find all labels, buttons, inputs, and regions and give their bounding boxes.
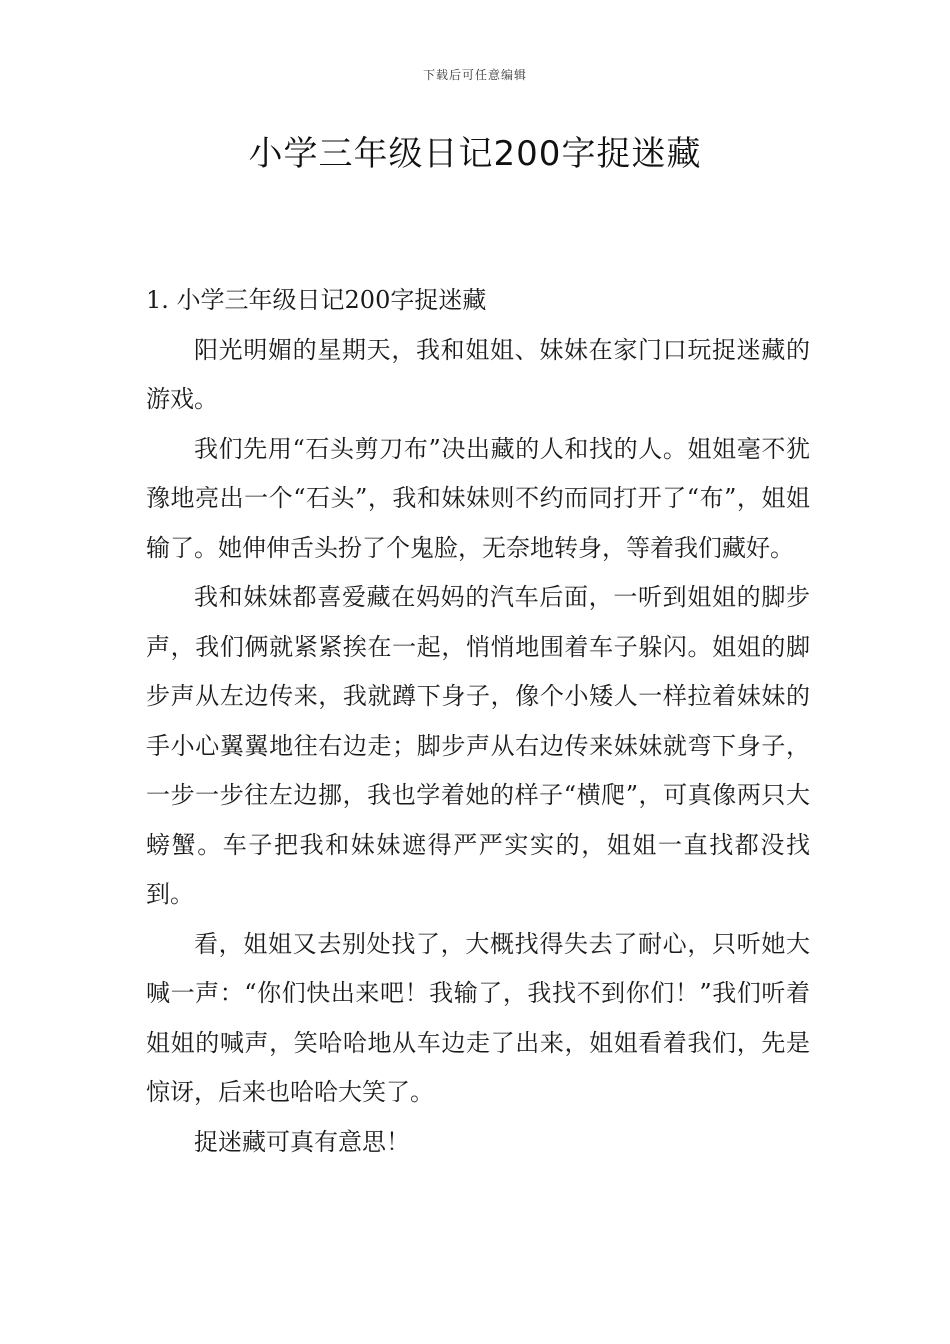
section-heading: 1. 小学三年级日记200字捉迷藏 [146, 286, 487, 314]
paragraph-1: 阳光明媚的星期天，我和姐姐、妹妹在家门口玩捉迷藏的游戏。 [146, 335, 810, 413]
document-body [146, 276, 810, 1167]
header-note: 下载后可任意编辑 [422, 68, 527, 82]
paragraph-5: 捉迷藏可真有意思！ [194, 1127, 410, 1156]
paragraph-2: 我们先用“石头剪刀布”决出藏的人和找的人。姐姐毫不犹豫地亮出一个“石头”，我和妹妹则不约而同打开了“布”，姐姐输了。她伸伸舌头扮了个鬼脸，无奈地转身，等着我们藏好。 [146, 434, 810, 562]
paragraph-3: 我和妹妹都喜爱藏在妈妈的汽车后面，一听到姐姐的脚步声，我们俩就紧紧挨在一起，悄悄地围着车子躲闪。姐姐的脚步声从左边传来，我就蹲下身子，像个小矮人一样拉着妹妹的手小心翼翼地往右边走；脚步声从右边传来妹妹就弯下身子，一步一步往左边挪，我也学着她的样子“横爬”，可真像两只大螃蟹。车子把我和妹妹遮得严严实实的，姐姐一直找都没找到。 [146, 583, 810, 908]
paragraph-4: 看，姐姐又去别处找了，大概找得失去了耐心，只听她大喊一声：“你们快出来吧！我输了，我找不到你们！”我们听着姐姐的喊声，笑哈哈地从车边走了出来，姐姐看着我们，先是惊讶，后来也哈哈大笑了。 [146, 929, 810, 1106]
document-title: 小学三年级日记200字捉迷藏 [248, 134, 702, 174]
